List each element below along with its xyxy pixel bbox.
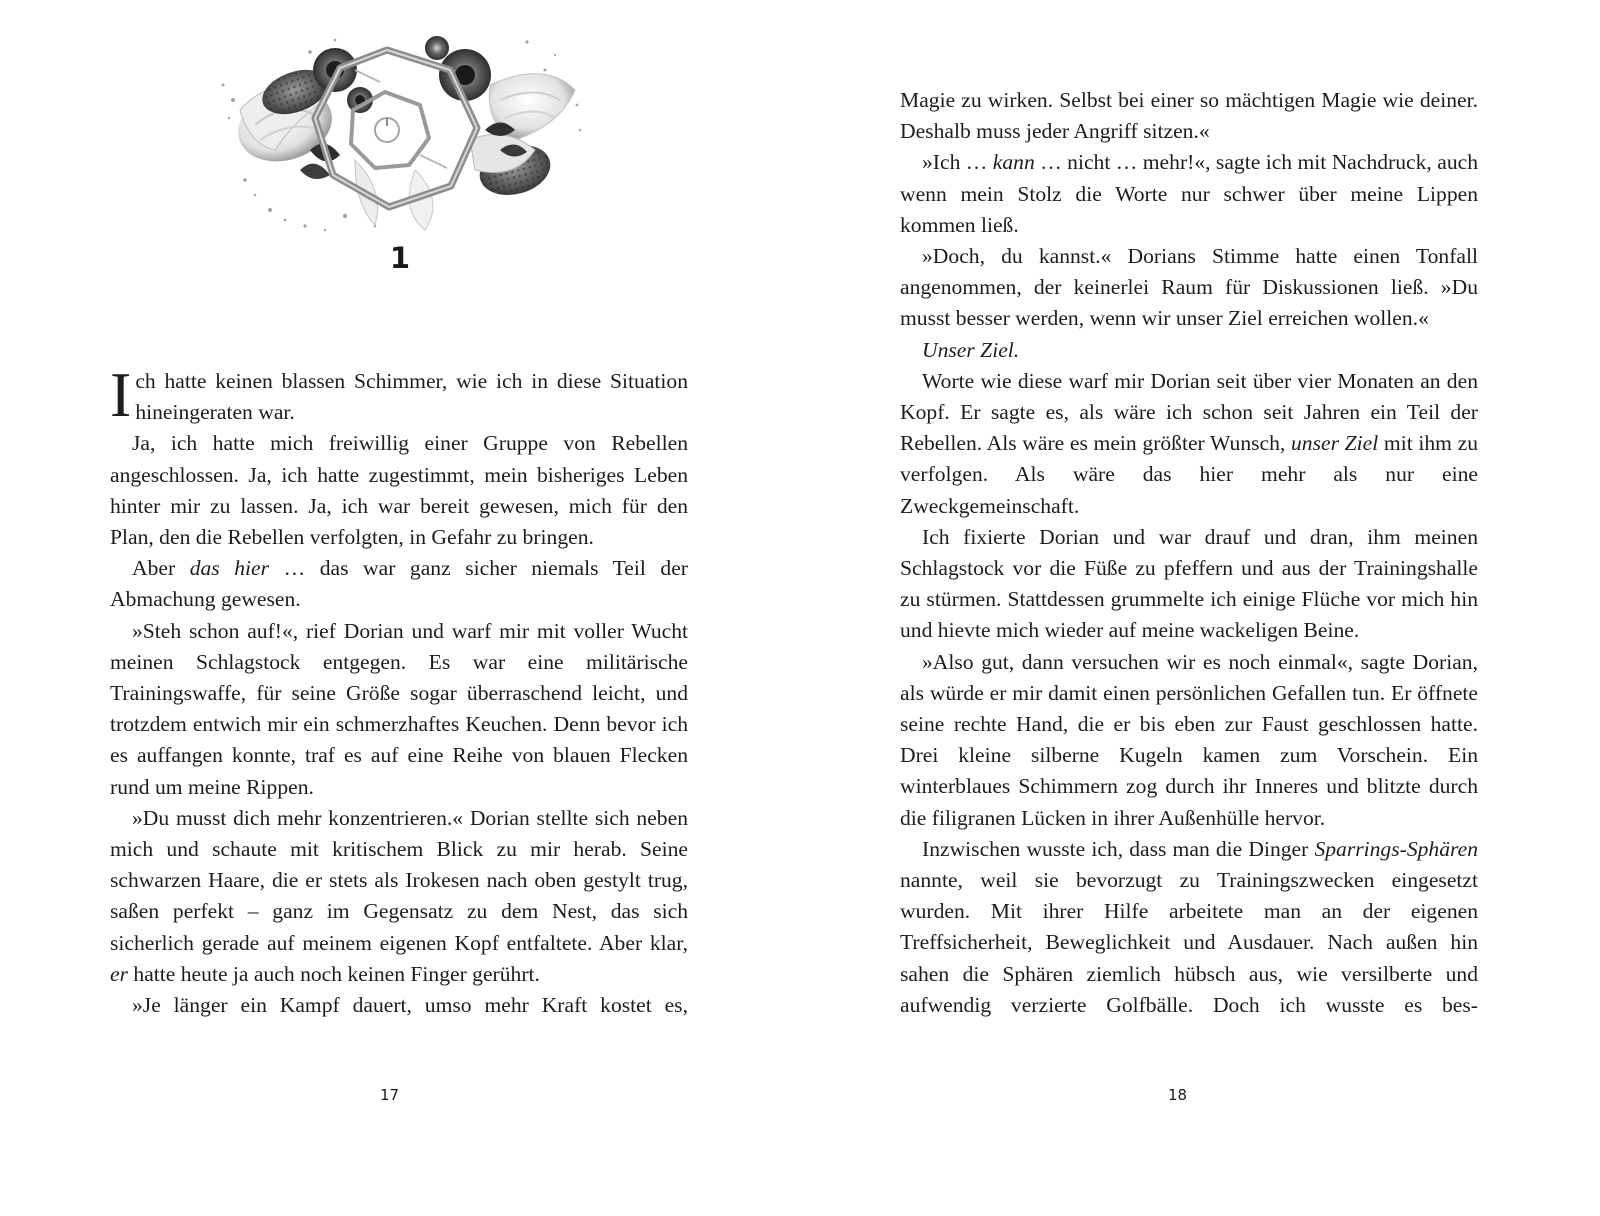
paragraph: Ich fixierte Dorian und war drauf und dran, ihm meinen Schlagstock vor die Füße zu pfeffern und aus der Trainingshalle zu stürmen. Stattdessen grummelte ich einige Flüche vor mich hin und hievte mich wieder auf meine wackeligen Beine. <box>900 524 1478 643</box>
paragraph: »Steh schon auf!«, rief Dorian und warf mir mit voller Wucht meinen Schlagstock entgegen. Es war eine militärische Trainingswaffe, für seine Größe sogar überraschend leicht, und trotzdem entwich mir ein schmerzhaftes Keuchen. Denn bevor ich es auffangen konnte, traf es auf eine Reihe von blauen Flecken rund um meine Rippen. <box>110 618 688 799</box>
paragraph: »Also gut, dann versuchen wir es noch einmal«, sagte Dorian, als würde er mir damit einen persönlichen Gefallen tun. Er öffnete seine rechte Hand, die er bis eben zur Faust geschlossen hatte. Drei kleine silberne Kugeln kamen zum Vorschein. Ein winterblaues Schimmern zog durch ihr Inneres und blitzte durch die filigranen Lücken in ihrer Außenhülle hervor. <box>900 649 1478 830</box>
paragraph: »Du musst dich mehr konzentrieren.« Dorian stellte sich neben mich und schaute mit kritischem Blick zu mir herab. Seine schwarzen Haare, die er stets als Irokesen nach oben gestylt trug, saßen perfekt – ganz im Gegensatz zu dem Nest, das sich sicherlich gerade auf meinem eigenen Kopf entfaltete. Aber klar, er hatte heute ja auch noch keinen Finger gerührt. <box>110 805 688 986</box>
page-number: 18 <box>1168 1086 1188 1104</box>
paragraph: Unser Ziel. <box>922 337 1020 362</box>
drop-cap: I <box>110 359 132 430</box>
paragraph: Inzwischen wusste ich, dass man die Dinger Sparrings-Sphären nannte, weil sie bevorzugt zu Trainingszwecken eingesetzt wurden. Mit ihrer Hilfe arbeitete man an der eigenen Treffsicherheit, Beweglichkeit und Ausdauer. Nach außen hin sahen die Sphären ziemlich hübsch aus, wie versilberte und aufwendig verzierte Golfbälle. Doch ich wusste es bes- <box>900 836 1478 1017</box>
paragraph-opening: Ich hatte keinen blassen Schimmer, wie ich in diese Situation hineingeraten war. <box>110 359 688 430</box>
paragraph: »Je länger ein Kampf dauert, umso mehr Kraft kostet es, <box>132 993 688 1018</box>
chapter-number: 1 <box>389 241 411 275</box>
paragraph: Worte wie diese warf mir Dorian seit über vier Monaten an den Kopf. Er sagte es, als wäre ich schon seit Jahren ein Teil der Rebellen. Als wäre es mein größter Wunsch, unser Ziel mit ihm zu verfolgen. Als wäre das hier mehr als nur eine Zweckgemeinschaft. <box>900 368 1478 518</box>
right-body-text <box>900 85 1478 1021</box>
paragraph: »Ich … kann … nicht … mehr!«, sagte ich mit Nachdruck, auch wenn mein Stolz die Worte nur schwer über meine Lippen kommen ließ. <box>900 150 1478 237</box>
paragraph: Magie zu wirken. Selbst bei einer so mächtigen Magie wie deiner. Deshalb muss jeder Angriff sitzen.« <box>900 88 1478 144</box>
left-body-text <box>110 359 688 1021</box>
paragraph: Ja, ich hatte mich freiwillig einer Gruppe von Rebellen angeschlossen. Ja, ich hatte zugestimmt, mein bisheriges Leben hinter mir zu lassen. Ja, ich war bereit gewesen, mich für den Plan, den die Rebellen verfolgten, in Gefahr zu bringen. <box>110 431 688 550</box>
paragraph: Aber das hier … das war ganz sicher niemals Teil der Abmachung gewesen. <box>110 556 688 612</box>
paragraph: »Doch, du kannst.« Dorians Stimme hatte einen Tonfall angenommen, der keinerlei Raum für Diskussionen ließ. »Du musst besser werden, wenn wir unser Ziel erreichen wollen.« <box>900 244 1478 331</box>
chapter-ornament-icon <box>215 30 590 235</box>
page-number: 17 <box>380 1086 400 1104</box>
right-page <box>800 0 1600 1216</box>
